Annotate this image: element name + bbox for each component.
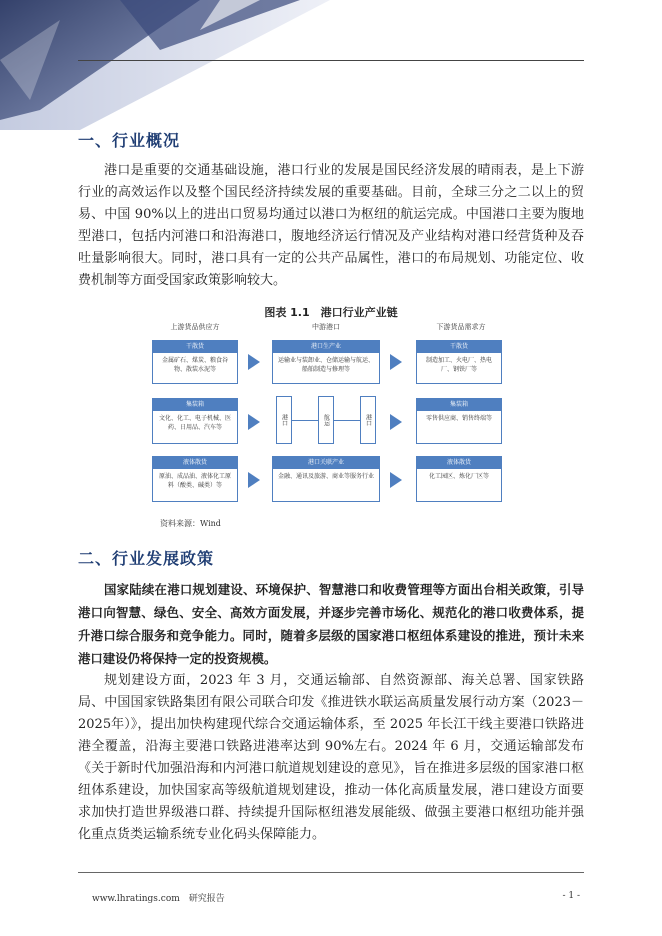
figure-caption: 图表 1.1 港口行业产业链 [264, 306, 398, 319]
box-head: 液体散货 [417, 457, 501, 469]
section-title-overview: 一、行业概况 [78, 131, 181, 150]
box-body: 原油、成品油、液体化工原料（酸类、碱类）等 [158, 473, 231, 489]
upstream-box-dry-bulk [152, 340, 238, 384]
section-title-policy: 二、行业发展政策 [78, 549, 215, 568]
box-body: 文化、化工、电子机械、医药、日用品、汽车等 [158, 415, 231, 431]
box-head: 干散货 [417, 341, 501, 353]
arrow-icon [248, 414, 260, 430]
downstream-box-liquid-bulk [416, 456, 502, 502]
box-head: 集装箱 [153, 399, 237, 411]
industry-chain-diagram [150, 322, 512, 512]
box-head: 港口关联产业 [273, 457, 379, 469]
header-rule [78, 60, 584, 61]
column-head-downstream: 下游货品需求方 [436, 323, 486, 331]
upstream-box-liquid-bulk [152, 456, 238, 502]
box-body: 金融、通讯及旅游、商业等服务行业 [277, 473, 374, 480]
arrow-icon [248, 472, 260, 488]
box-body: 金属矿石、煤炭、粮食谷物、散装水泥等 [161, 357, 228, 373]
connector-line [292, 420, 318, 421]
upstream-box-container [152, 398, 238, 444]
overview-paragraph: 港口是重要的交通基础设施，港口行业的发展是国民经济发展的晴雨表，是上下游行业的高效运作以及整个国民经济持续发展的重要基础。目前，全球三分之二以上的贸易、中国 90%以上的进出口贸易均通过以港口为枢纽的航运完成。中国港口主要为腹地型港口，包括内河港口和沿海港口，腹地经济运行情况及产业结构对港口经营货种及吞吐量影响很大。同时，港口具有一定的公共产品属性，港口的布局规划、功能定位、收费机制等方面受国家政策影响较大。 [78, 163, 584, 288]
node-port-left: 港口 [276, 396, 292, 444]
connector-line [334, 420, 360, 421]
page-number: - 1 - [562, 891, 580, 901]
policy-detail-paragraph: 规划建设方面，2023 年 3 月，交通运输部、自然资源部、海关总署、国家铁路局、中国国家铁路集团有限公司联合印发《推进铁水联运高质量发展行动方案（2023－2025年）》，提出加快构建现代综合交通运输体系，至 2025 年长江干线主要港口铁路进港全覆盖，沿海主要港口铁路进港率达到 90%左右。2024 年 6 月，交通运输部发布《关于新时代加强沿海和内河港口航道规划建设的意见》，旨在推进多层级的国家港口枢纽体系建设，加快国家高等级航道规划建设，推动一体化高质量发展，港口建设方面要求加快打造世界级港口群、持续提升国际枢纽港发展能级、做强主要港口枢纽功能并强化重点货类运输系统专业化码头保障能力。 [78, 673, 584, 842]
arrow-icon [390, 414, 402, 430]
downstream-box-dry-bulk [416, 340, 502, 384]
node-port-right: 港口 [360, 396, 376, 444]
box-head: 干散货 [153, 341, 237, 353]
box-body: 制造加工、火电厂、热电厂、钢铁厂等 [425, 357, 492, 373]
box-head: 液体散货 [153, 457, 237, 469]
footer-rule [78, 872, 584, 873]
box-body: 运输业与装卸业、仓储运输与航运、船舶制造与修理等 [277, 357, 374, 373]
arrow-icon [390, 472, 402, 488]
column-head-upstream: 上游货品供应方 [170, 323, 220, 331]
policy-summary-paragraph: 国家陆续在港口规划建设、环境保护、智慧港口和收费管理等方面出台相关政策，引导港口向智慧、绿色、安全、高效方面发展，并逐步完善市场化、规范化的港口收费体系，提升港口综合服务和竞争能力。同时，随着多层级的国家港口枢纽体系建设的推进，预计未来港口建设仍将保持一定的投资规模。 [78, 582, 584, 666]
midstream-box-production [272, 340, 380, 384]
box-head: 港口生产业 [273, 341, 379, 353]
box-body: 化工园区、炼化厂区等 [428, 473, 489, 480]
midstream-box-related [272, 456, 380, 502]
figure-source: 资料来源：Wind [160, 519, 221, 528]
arrow-icon [248, 354, 260, 370]
column-head-midstream: 中游港口 [312, 323, 340, 331]
arrow-icon [390, 354, 402, 370]
box-head: 集装箱 [417, 399, 501, 411]
header-banner [0, 0, 662, 130]
footer-website: www.lhratings.com 研究报告 [92, 894, 225, 904]
downstream-box-container [416, 398, 502, 444]
box-body: 零售供应商、销售终端等 [425, 415, 492, 422]
node-shipping: 航运 [318, 396, 334, 444]
